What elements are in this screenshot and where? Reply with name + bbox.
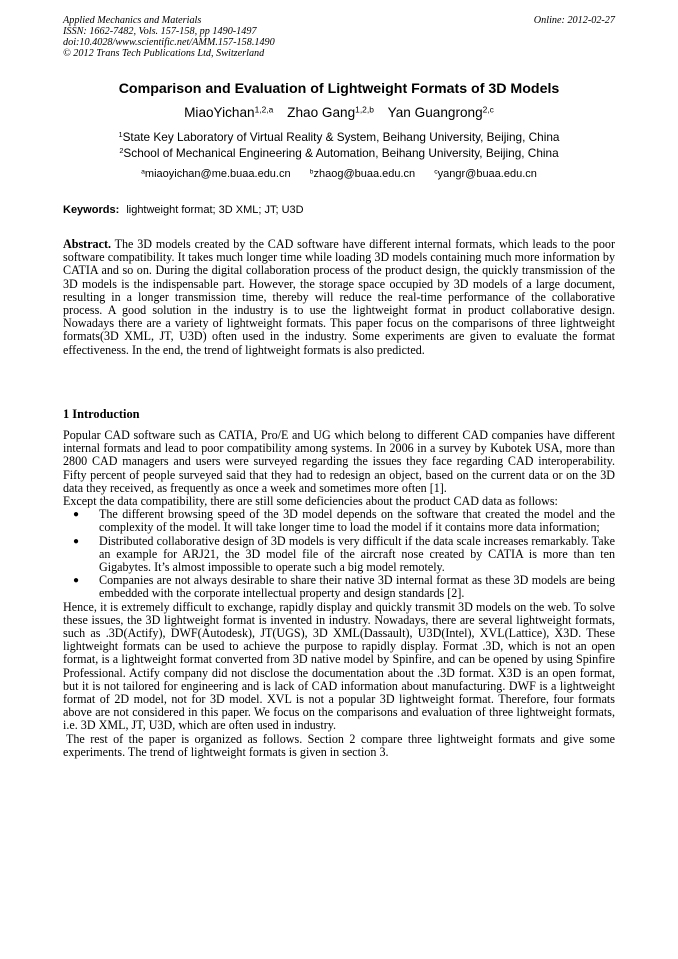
paragraph: The rest of the paper is organized as follows. Section 2 compare three lightweight formats and give some experiments. The trend of lightweight formats is given in section 3. [63,731,615,759]
keywords-text: lightweight format; 3D XML; JT; U3D [126,204,304,216]
email: $^c$yangr@buaa.edu.cn [434,168,537,180]
email: $^b$zhaog@buaa.edu.cn [309,168,416,180]
bullet-list [63,508,615,600]
doi-line: doi:10.4028/www.scientific.net/AMM.157-158.1490 [63,37,275,48]
running-header [63,15,615,59]
section-heading: 1 Introduction [63,407,140,421]
author: Yan Guangrong$^{2,c}$ [387,104,494,120]
paragraph: Except the data compatibility, there are still some deficiencies about the product CAD data as follows: [63,494,558,509]
abstract-text: The 3D models created by the CAD software have different internal formats, which leads to the poor software compatibility. It takes much longer time while loading 3D models containing much more information by CATIA and so on. During the digital collaboration process of the product design, the quickly transmission of the 3D models is the indispensable part. However, the storage space occupied by 3D models of a large document, resulting in a longer transmission time, thereby will reduce the real-time performance of the collaborative process. A good solution in the industry is to use the lightweight format in product collaborative design. Nowadays there are a variety of lightweight formats. This paper focus on the comparisons of three lightweight formats(3D XML, JT, U3D) often used in the industry. Some experiments are given to evaluate the format effectiveness. In the end, the trend of lightweight formats is also predicted. [63,237,615,357]
author: Zhao Gang$^{1,2,b}$ [287,104,374,120]
abstract [63,238,615,357]
keywords-label: Keywords: [63,204,120,216]
issn-line: ISSN: 1662-7482, Vols. 157-158, pp 1490-1497 [63,26,257,37]
bullet-item: ● Companies are not always desirable to share their native 3D internal format as these 3D models are being embedded with the corporate intellectual property and design standards [2]. [63,574,615,600]
email: $^a$miaoyichan@me.buaa.edu.cn [141,168,291,180]
journal-name: Applied Mechanics and Materials [63,15,202,26]
affiliation: $^1$State Key Laboratory of Virtual Reality & System, Beihang University, Beijing, China [118,129,560,144]
bullet-item: ● Distributed collaborative design of 3D models is very difficult if the data scale increases remarkably. Take an example for ARJ21, the 3D model file of the aircraft nose created by CATIA is more than ten Gigabytes. It’s almost impossible to operate such a big model remotely. [63,535,615,575]
copyright-line: © 2012 Trans Tech Publications Ltd, Switzerland [63,48,265,59]
author-list [63,103,615,123]
paragraph: Hence, it is extremely difficult to exchange, rapidly display and quickly transmit 3D models on the web. To solve these issues, the 3D lightweight format is invented in industry. Nowadays, there are several lightweight formats, such as .3D(Actify), DWF(Autodesk), JT(UGS), 3D XML(Dassault), U3D(Intel), XVL(Lattice), X3D. These lightweight formats can be used to achieve the purpose to rapidly display. Format .3D, which is not an open format, is a lightweight format converted from 3D native model by Spinfire, and can be opened by using Spinfire Professional. Actify company did not disclose the documentation about the .3D format. X3D is an open format, but it is not tailored for engineering and is lack of CAD information about manufacturing. DWF is a lightweight format of 2D model, not for 3D model. XVL is not a popular 3D lightweight format. Therefore, four formats above are not considered in this paper. We focus on the comparisons and evaluation of three lightweight formats, i.e. 3D XML, JT, U3D, which are often used in industry. [63,599,615,733]
introduction-body [63,429,615,759]
bullet-item: ● The different browsing speed of the 3D model depends on the software that created the model and the complexity of the model. It will take longer time to load the model if it contains more data information; [63,508,615,534]
paper-title: Comparison and Evaluation of Lightweight Formats of 3D Models [118,81,560,97]
abstract-label: Abstract. [63,237,112,251]
keywords [63,203,615,217]
affiliation: $^2$School of Mechanical Engineering & Automation, Beihang University, Beijing, China [119,145,559,160]
online-date: Online: 2012-02-27 [533,15,615,26]
paragraph: Popular CAD software such as CATIA, Pro/E and UG which belong to different CAD companies have different internal formats and lead to poor compatibility among systems. In 2006 in a survey by Kubotek USA, more than 2800 CAD managers and users were surveyed regarding the issues they face regarding CAD interoperability. Fifty percent of people surveyed said that they had to redesign an object, based on the current data or on the 3D data they received, as frequently as once a week and sometimes more often [1]. [63,428,615,495]
author-emails [63,167,615,181]
author: MiaoYichan$^{1,2,a}$ [184,104,274,120]
